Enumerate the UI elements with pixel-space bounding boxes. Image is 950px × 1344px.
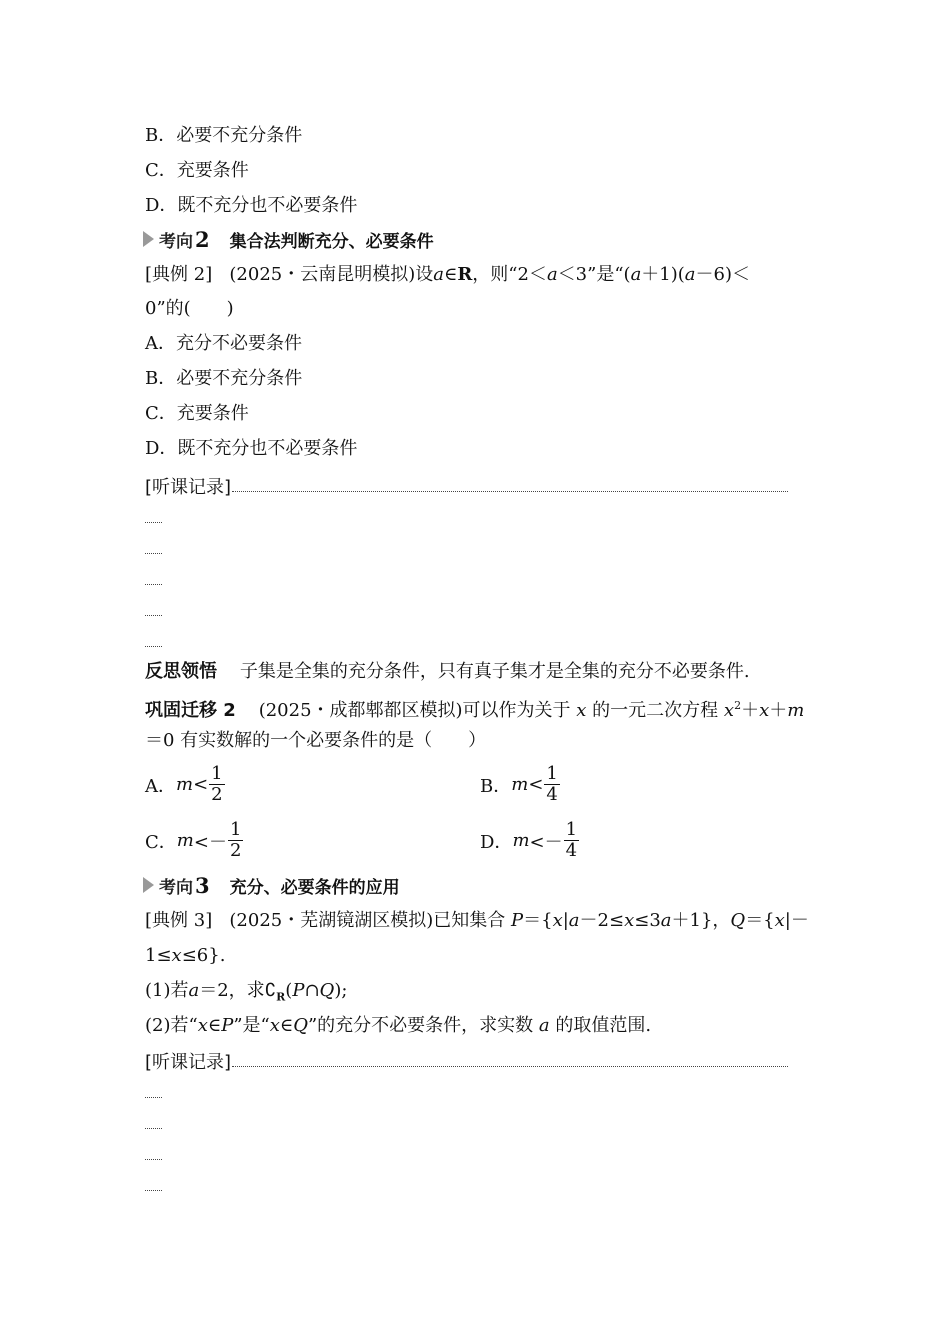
transfer-option-c <box>145 820 243 861</box>
text: ∈ <box>443 264 458 285</box>
numerator: 1 <box>565 819 578 840</box>
option-b: B．必要不充分条件 <box>145 125 303 146</box>
example-3-line-2 <box>145 944 225 968</box>
relation: < <box>528 774 544 795</box>
text: 的取值范围. <box>555 1015 652 1036</box>
example-2-line-1 <box>145 263 750 287</box>
reflection-label: 反思领悟 <box>145 661 217 682</box>
example-3-question-1 <box>145 979 347 1010</box>
relation: < <box>193 774 209 795</box>
denominator: 2 <box>229 840 242 861</box>
text: ≤6}. <box>181 945 226 966</box>
example-3-line-1 <box>145 909 809 933</box>
var: a <box>546 264 558 285</box>
text: ”的充分不必要条件，求实数 <box>307 1015 534 1036</box>
section-tag: 考向 <box>159 877 193 898</box>
set-R: R <box>457 264 473 285</box>
superscript: 2 <box>734 699 742 712</box>
denominator: 4 <box>565 840 578 861</box>
notes-dots <box>145 1128 162 1129</box>
var: x <box>269 1015 280 1036</box>
denominator: 2 <box>211 784 223 805</box>
option-d: D．既不充分也不必要条件 <box>145 195 358 216</box>
subscript: R <box>276 990 286 1004</box>
var: x <box>774 910 785 931</box>
text: ＝{ <box>745 910 775 931</box>
text: －2≤ <box>579 910 625 931</box>
notes-line <box>232 491 788 492</box>
var: a <box>684 264 696 285</box>
section-title: 充分、必要条件的应用 <box>229 877 400 898</box>
text: 1≤ <box>145 945 172 966</box>
text: －6)＜ <box>695 264 751 285</box>
var: x <box>759 700 770 721</box>
triangle-icon <box>143 877 154 893</box>
example-3-question-2 <box>145 1014 651 1038</box>
var: x <box>576 700 587 721</box>
notes-dots <box>145 522 162 523</box>
notes-dots <box>145 1159 162 1160</box>
section-tag: 考向 <box>159 231 193 252</box>
notes-dots <box>145 1190 162 1191</box>
var: m <box>787 700 805 721</box>
notes-line <box>232 1066 788 1067</box>
text: ＜3”是“( <box>557 264 631 285</box>
transfer-option-a <box>145 764 225 805</box>
text: 设 <box>415 264 434 285</box>
text: (2)若“ <box>145 1015 198 1036</box>
notes-dots <box>145 584 162 585</box>
var: m <box>176 774 194 795</box>
section-number: 3 <box>195 872 210 898</box>
var: x <box>723 700 735 721</box>
var: a <box>660 910 672 931</box>
numerator: 1 <box>546 763 558 784</box>
var: x <box>197 1015 208 1036</box>
notes-label: [听课记录] <box>145 477 232 498</box>
var: x <box>552 910 563 931</box>
var: a <box>630 264 642 285</box>
section-heading-3 <box>143 872 400 898</box>
example-source: (2025・云南昆明模拟) <box>229 264 416 285</box>
example-2-option-b: B．必要不充分条件 <box>145 368 303 389</box>
var: Q <box>293 1015 308 1036</box>
text: ∩ <box>304 980 320 1001</box>
text: ＋ <box>769 700 788 721</box>
text: ＋ <box>741 700 760 721</box>
transfer-option-d <box>480 820 579 861</box>
transfer-source: (2025・成都郫都区模拟) <box>258 700 463 721</box>
option-prefix: A． <box>145 775 176 797</box>
var: x <box>171 945 182 966</box>
fraction <box>209 764 224 805</box>
text: ＝{ <box>523 910 553 931</box>
var: P <box>292 980 305 1001</box>
denominator: 4 <box>546 784 558 805</box>
example-source: (2025・芜湖镜湖区模拟) <box>229 910 434 931</box>
reflection <box>145 660 750 684</box>
numerator: 1 <box>211 763 223 784</box>
var: x <box>624 910 635 931</box>
var: a <box>188 980 200 1001</box>
example-2-option-d: D．既不充分也不必要条件 <box>145 438 358 459</box>
notes-label: [听课记录] <box>145 1052 232 1073</box>
fraction <box>228 820 243 861</box>
section-heading-2 <box>143 226 434 252</box>
section-title: 集合法判断充分、必要条件 <box>229 231 434 252</box>
text: 已知集合 <box>433 910 506 931</box>
text: ”是“ <box>233 1015 270 1036</box>
notes-dots <box>145 553 162 554</box>
example-label: [典例 2] <box>145 264 213 285</box>
notes-dots <box>145 646 162 647</box>
text: ＋1)( <box>641 264 685 285</box>
example-2-line-2: 0”的( ) <box>145 298 234 319</box>
text: |－ <box>784 910 809 931</box>
fraction <box>564 820 579 861</box>
var: a <box>538 1015 550 1036</box>
fraction <box>544 764 559 805</box>
option-prefix: D． <box>480 831 513 853</box>
text: ＋1}， <box>671 910 731 931</box>
option-prefix: B． <box>480 775 512 797</box>
transfer-option-b <box>480 764 560 805</box>
text: 可以作为关于 <box>462 700 571 721</box>
text: ∈ <box>279 1015 294 1036</box>
example-2-option-a: A．充分不必要条件 <box>145 333 302 354</box>
reflection-text: 子集是全集的充分条件，只有真子集才是全集的充分不必要条件. <box>239 661 750 682</box>
example-2-option-c: C．充要条件 <box>145 403 249 424</box>
notes-dots <box>145 615 162 616</box>
triangle-icon <box>143 231 154 247</box>
var: Q <box>319 980 335 1001</box>
text: 的一元二次方程 <box>592 700 719 721</box>
var: a <box>433 264 444 285</box>
text: ∈ <box>207 1015 222 1036</box>
var: P <box>221 1015 234 1036</box>
text: | <box>562 910 569 931</box>
var: P <box>510 910 524 931</box>
numerator: 1 <box>229 819 242 840</box>
text: (1)若 <box>145 980 189 1001</box>
text: ( <box>285 980 293 1001</box>
complement-symbol: ∁ <box>264 980 277 1001</box>
var: a <box>568 910 580 931</box>
var: m <box>512 830 530 851</box>
option-prefix: C． <box>145 831 177 853</box>
var: Q <box>730 910 746 931</box>
var: m <box>511 774 529 795</box>
option-c: C．充要条件 <box>145 160 249 181</box>
transfer-2-line-2: ＝0 有实数解的一个必要条件的是（ ） <box>145 730 487 751</box>
text: ＝2，求 <box>199 980 265 1001</box>
example-label: [典例 3] <box>145 910 213 931</box>
text: ); <box>334 980 348 1001</box>
text: ≤3 <box>634 910 661 931</box>
notes-dots <box>145 1097 162 1098</box>
section-number: 2 <box>195 226 210 252</box>
transfer-2-line-1 <box>145 694 804 723</box>
text: ，则“2＜ <box>472 264 547 285</box>
transfer-label: 巩固迁移 2 <box>145 700 236 721</box>
relation: <－ <box>529 831 563 853</box>
var: m <box>176 830 194 851</box>
relation: <－ <box>193 831 227 853</box>
